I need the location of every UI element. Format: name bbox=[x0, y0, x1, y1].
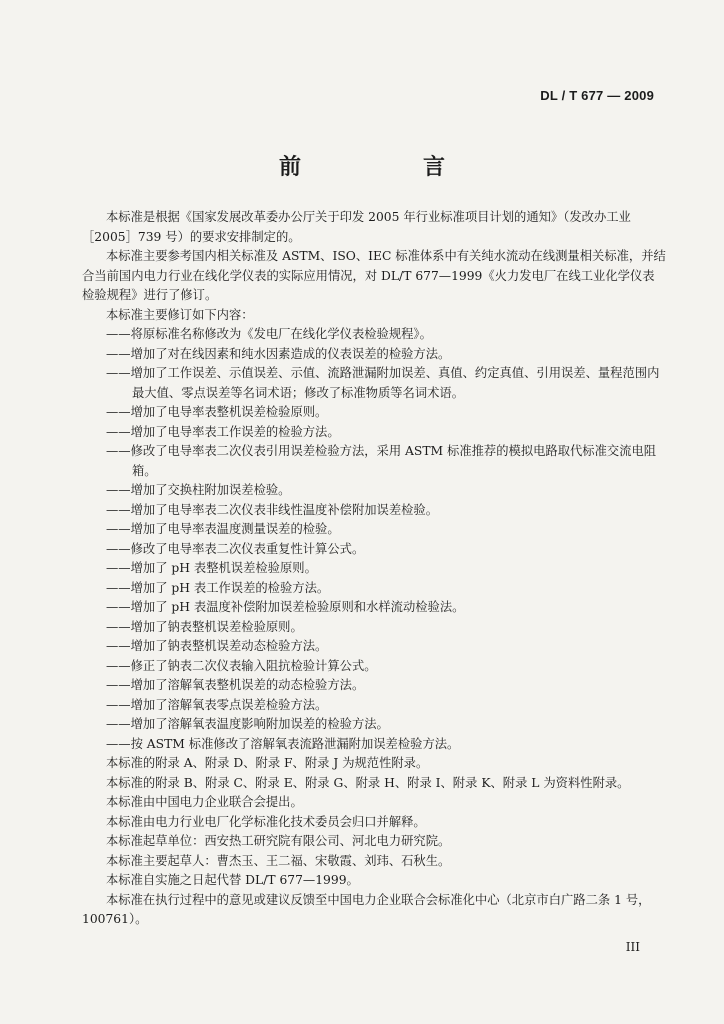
paragraph: 本标准是根据《国家发展改革委办公厅关于印发 2005 年行业标准项目计划的通知》（发改办工业［2005］739 号）的要求安排制定的。 bbox=[82, 210, 631, 244]
revision-item: ——增加了溶解氧表整机误差的动态检验方法。 bbox=[106, 678, 365, 692]
paragraph: 本标准主要参考国内相关标准及 ASTM、ISO、IEC 标准体系中有关纯水流动在线测量相关标准，并结合当前国内电力行业在线化学仪表的实际应用情况，对 DL/T 677—1999《火力发电厂在线工业化学仪表检验规程》进行了修订。 bbox=[82, 249, 666, 302]
revision-item: ——修改了电导率表二次仪表引用误差检验方法，采用 ASTM 标准推荐的模拟电路取代标准交流电阻箱。 bbox=[106, 444, 657, 478]
revision-item: ——增加了 pH 表整机误差检验原则。 bbox=[106, 561, 317, 575]
closing-paragraph: 本标准的附录 A、附录 D、附录 F、附录 J 为规范性附录。 bbox=[106, 756, 429, 770]
revision-item: ——增加了电导率表整机误差检验原则。 bbox=[106, 405, 328, 419]
closing-paragraph: 本标准的附录 B、附录 C、附录 E、附录 G、附录 H、附录 I、附录 K、附录 L 为资料性附录。 bbox=[106, 775, 630, 790]
revision-item: ——增加了溶解氧表温度影响附加误差的检验方法。 bbox=[106, 717, 389, 731]
closing-paragraph: 本标准由中国电力企业联合会提出。 bbox=[106, 795, 303, 809]
revision-item: ——增加了电导率表工作误差的检验方法。 bbox=[106, 424, 340, 439]
revision-item: ——增加了电导率表温度测量误差的检验。 bbox=[106, 522, 340, 536]
closing-paragraph: 本标准由电力行业电厂化学标准化技术委员会归口并解释。 bbox=[106, 814, 426, 829]
page-title: 前 言 bbox=[278, 154, 495, 180]
revision-item: ——增加了 pH 表工作误差的检验方法。 bbox=[106, 580, 330, 595]
paragraph: 本标准主要修订如下内容： bbox=[106, 307, 254, 322]
closing-paragraph: 本标准主要起草人：曹杰玉、王二福、宋敬霞、刘玮、石秋生。 bbox=[106, 853, 451, 868]
revision-item: ——增加了钠表整机误差检验原则。 bbox=[106, 619, 303, 634]
revision-item: ——按 ASTM 标准修改了溶解氧表流路泄漏附加误差检验方法。 bbox=[106, 736, 460, 751]
revision-item: ——修正了钠表二次仪表输入阻抗检验计算公式。 bbox=[106, 658, 377, 673]
closing-paragraph: 本标准起草单位：西安热工研究院有限公司、河北电力研究院。 bbox=[106, 834, 451, 848]
revision-item: ——增加了交换柱附加误差检验。 bbox=[106, 483, 291, 497]
closing-paragraph: 本标准自实施之日起代替 DL/T 677—1999。 bbox=[106, 873, 359, 887]
page-number: III bbox=[625, 940, 640, 954]
revision-item: ——将原标准名称修改为《发电厂在线化学仪表检验规程》。 bbox=[106, 327, 432, 341]
revision-item: ——增加了工作误差、示值误差、示值、流路泄漏附加误差、真值、约定真值、引用误差、量程范围内最大值、零点误差等名词术语；修改了标准物质等名词术语。 bbox=[106, 366, 660, 400]
revision-item: ——增加了钠表整机误差动态检验方法。 bbox=[106, 639, 328, 653]
standard-id: DL / T 677 — 2009 bbox=[540, 88, 654, 103]
closing-paragraph: 本标准在执行过程中的意见或建议反馈至中国电力企业联合会标准化中心（北京市白广路二条 1 号，100761）。 bbox=[82, 892, 651, 926]
revision-item: ——增加了对在线因素和纯水因素造成的仪表误差的检验方法。 bbox=[106, 346, 451, 361]
revision-item: ——修改了电导率表二次仪表重复性计算公式。 bbox=[106, 541, 365, 556]
revision-item: ——增加了溶解氧表零点误差检验方法。 bbox=[106, 697, 328, 712]
foreword-body bbox=[82, 208, 666, 930]
revision-item: ——增加了 pH 表温度补偿附加误差检验原则和水样流动检验法。 bbox=[106, 600, 465, 614]
revision-item: ——增加了电导率表二次仪表非线性温度补偿附加误差检验。 bbox=[106, 502, 439, 517]
